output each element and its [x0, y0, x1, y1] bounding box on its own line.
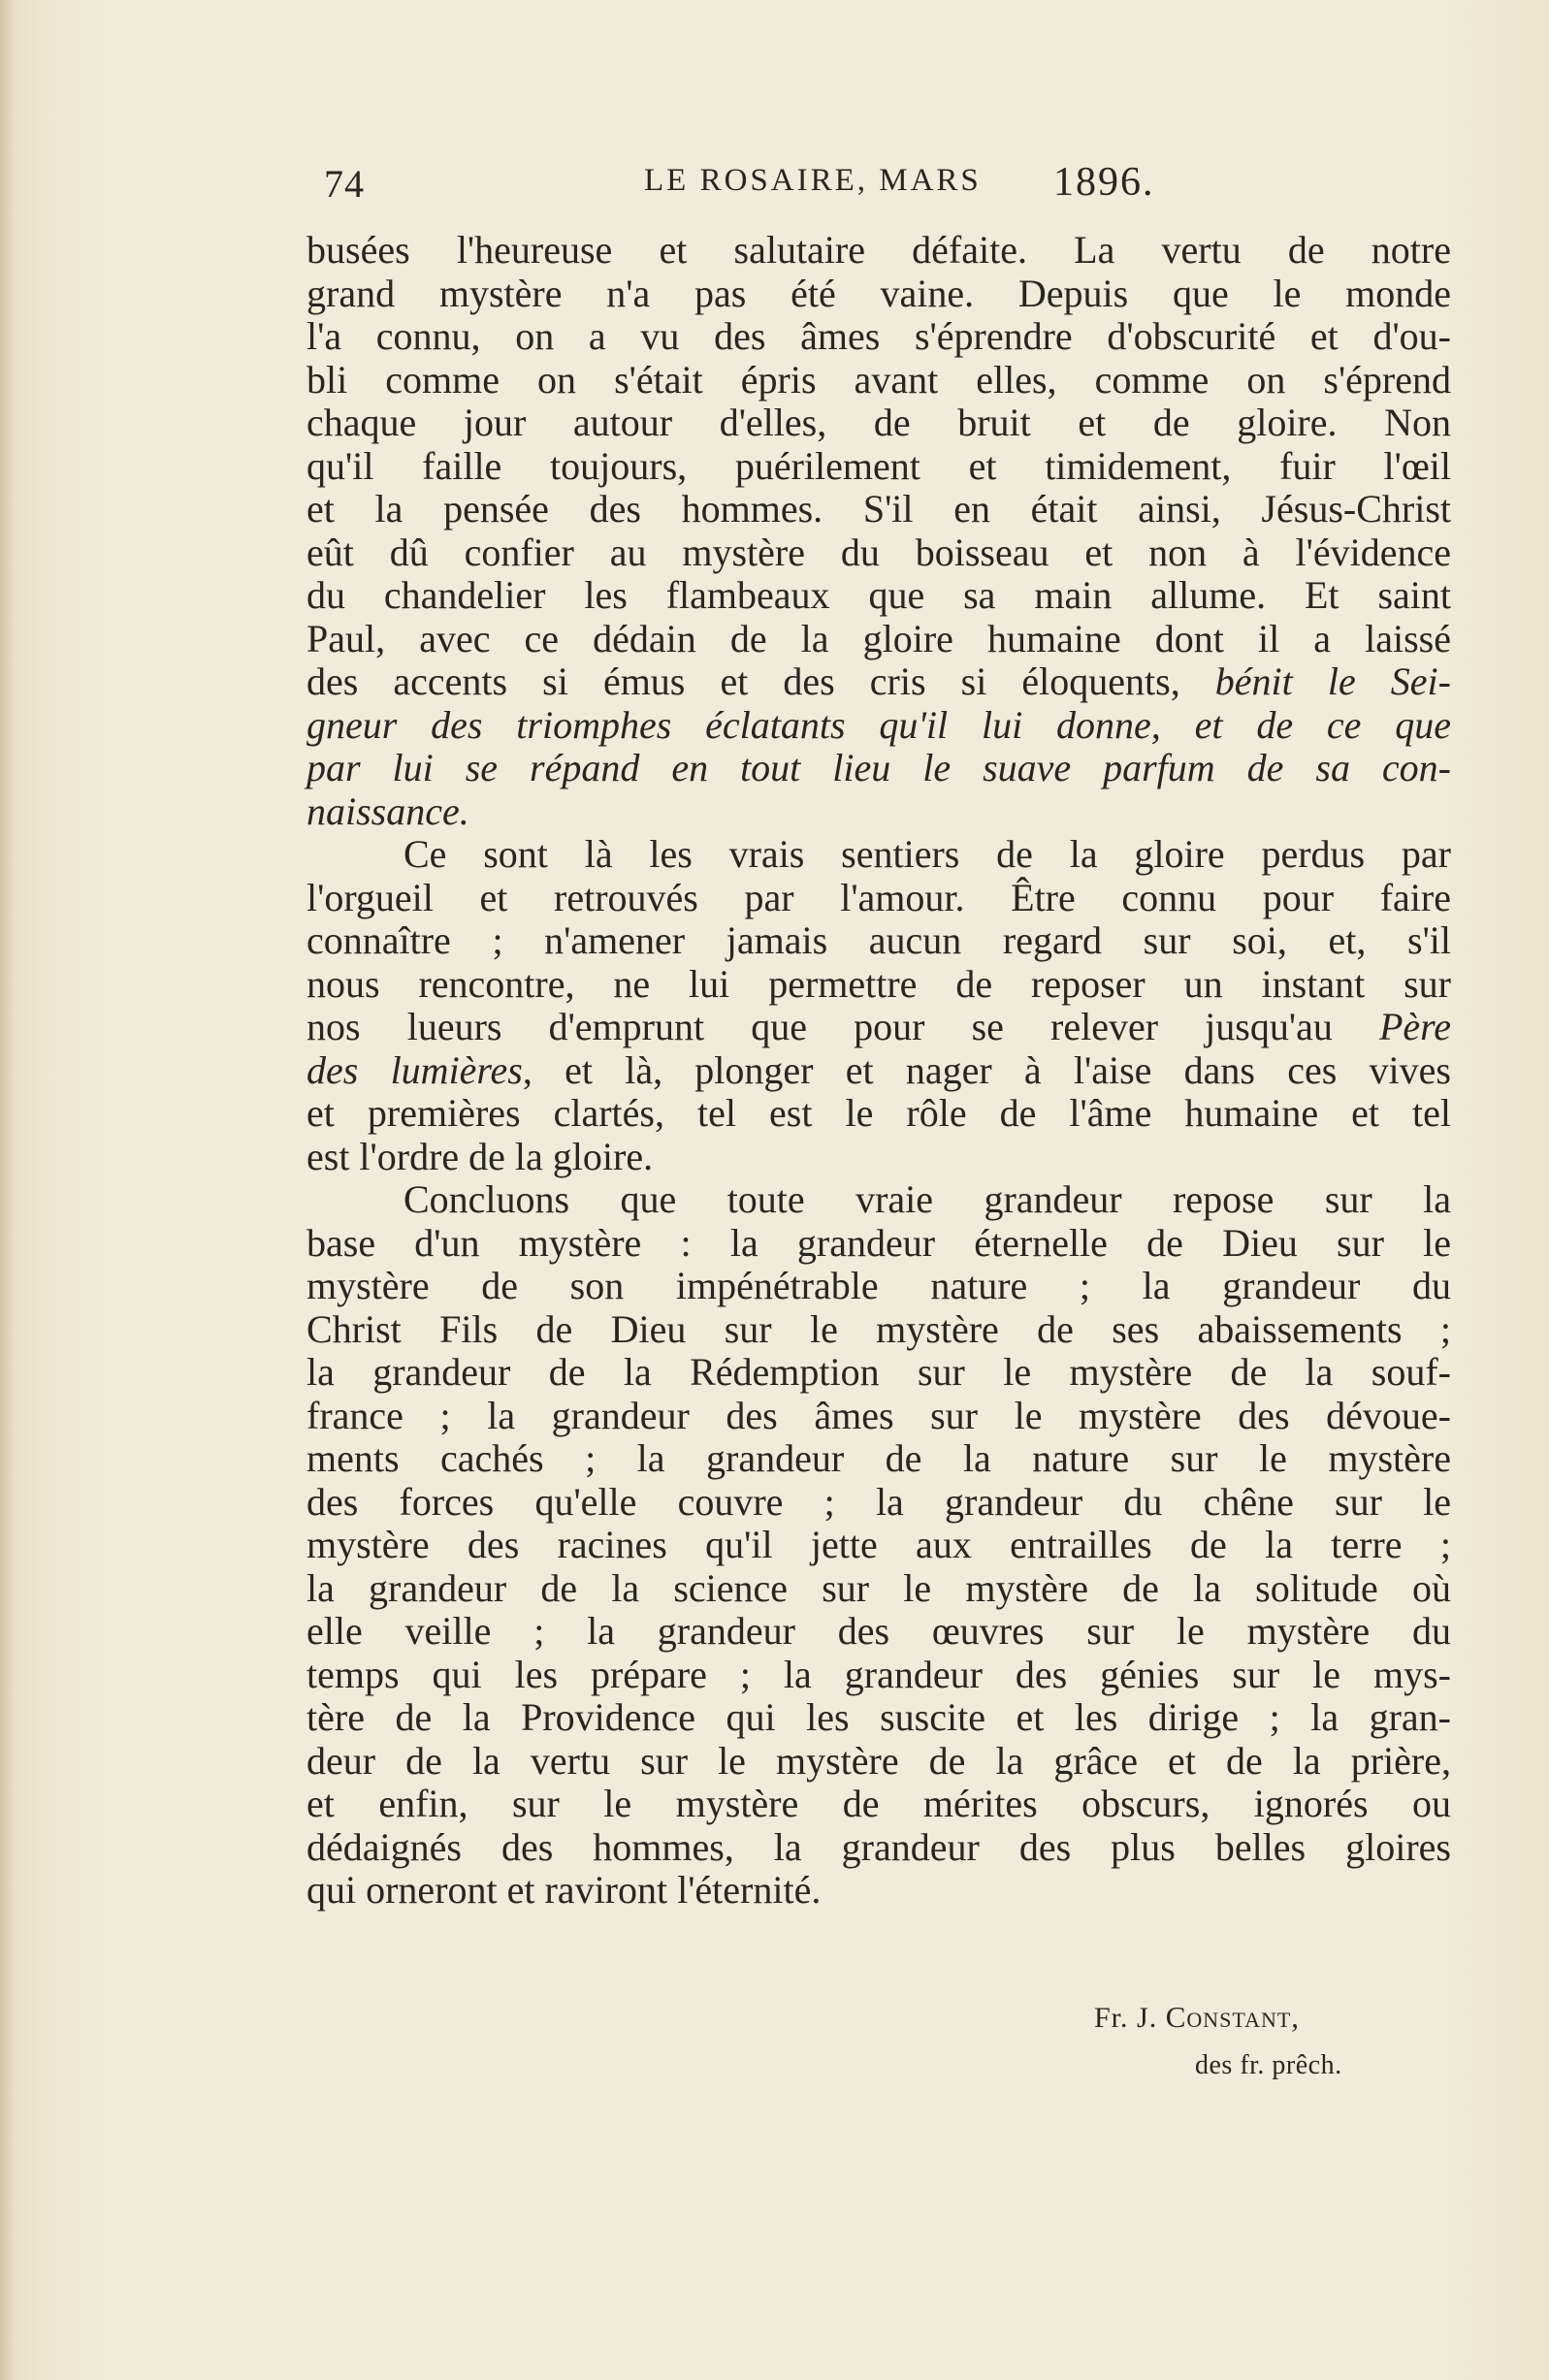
- italic-segment: bénit le Sei-: [1214, 659, 1451, 703]
- signature-prefix: Fr. J.: [1094, 2002, 1158, 2034]
- text-line: deur de la vertu sur le mystère de la grâce et de la prière,: [307, 1738, 1451, 1783]
- text-line: Ce sont là les vrais sentiers de la gloire perdus par: [403, 832, 1451, 876]
- text-line: l'a connu, on a vu des âmes s'éprendre d'obscurité et d'ou-: [307, 314, 1451, 358]
- text-line: grand mystère n'a pas été vaine. Depuis que le monde: [307, 271, 1451, 315]
- text-line: temps qui les prépare ; la grandeur des génies sur le mys-: [307, 1652, 1451, 1696]
- text-segment: , et là, plonger et nager à l'aise dans ces vives: [522, 1047, 1451, 1092]
- text-line: et premières clartés, tel est le rôle de l'âme humaine et tel: [307, 1091, 1451, 1135]
- text-line: des forces qu'elle couvre ; la grandeur du chêne sur le: [307, 1479, 1451, 1524]
- text-segment: nos lueurs d'emprunt que pour se relever jusqu'au: [307, 1005, 1379, 1048]
- text-line: du chandelier les flambeaux que sa main allume. Et saint: [307, 573, 1451, 617]
- italic-segment: des lumières: [307, 1047, 523, 1092]
- page-number: 74: [324, 162, 365, 206]
- text-line: est l'ordre de la gloire.: [307, 1134, 654, 1178]
- author-affiliation: des fr. prêch.: [1195, 2050, 1342, 2080]
- text-line: [307, 1006, 1451, 1049]
- text-line: Paul, avec ce dédain de la gloire humaine dont il a laissé: [307, 616, 1451, 660]
- author-signature: [1094, 2000, 1300, 2035]
- text-line: et enfin, sur le mystère de mérites obscurs, ignorés ou: [307, 1782, 1451, 1825]
- signature-name: Constant,: [1165, 2000, 1301, 2034]
- text-line: la grandeur de la Rédemption sur le mystère de la souf-: [307, 1350, 1451, 1394]
- text-line: france ; la grandeur des âmes sur le mystère des dévoue-: [307, 1393, 1451, 1437]
- text-line: mystère des racines qu'il jette aux entrailles de la terre ;: [307, 1523, 1451, 1566]
- text-line: la grandeur de la science sur le mystère de la solitude où: [307, 1565, 1451, 1610]
- italic-segment: Père: [1378, 1005, 1451, 1048]
- text-line: elle veille ; la grandeur des œuvres sur le mystère du: [307, 1609, 1451, 1653]
- text-line: mystère de son impénétrable nature ; la grandeur du: [307, 1264, 1451, 1307]
- running-title: LE ROSAIRE, MARS: [644, 163, 982, 198]
- page-binding-edge: [0, 0, 14, 2380]
- text-line: tère de la Providence qui les suscite et les dirige ; la gran-: [307, 1695, 1451, 1739]
- text-line: qui orneront et raviront l'éternité.: [307, 1868, 822, 1912]
- text-line: nous rencontre, ne lui permettre de reposer un instant sur: [307, 961, 1451, 1006]
- text-line: ments cachés ; la grandeur de la nature sur le mystère: [307, 1436, 1451, 1480]
- text-line: base d'un mystère : la grandeur éternelle de Dieu sur le: [307, 1220, 1451, 1265]
- body-text: [307, 229, 1451, 1913]
- text-line: bli comme on s'était épris avant elles, comme on s'éprend: [307, 357, 1451, 402]
- text-line: connaître ; n'amener jamais aucun regard sur soi, et, s'il: [307, 918, 1451, 962]
- text-line: [307, 1049, 1451, 1093]
- running-year: 1896.: [1053, 160, 1155, 205]
- text-line: dédaignés des hommes, la grandeur des plus belles gloires: [307, 1824, 1451, 1869]
- text-line: busées l'heureuse et salutaire défaite. La vertu de notre: [307, 228, 1451, 272]
- text-line: Christ Fils de Dieu sur le mystère de ses abaissements ;: [307, 1306, 1451, 1351]
- text-line: chaque jour autour d'elles, de bruit et de gloire. Non: [307, 401, 1451, 444]
- text-line: eût dû confier au mystère du boisseau et non à l'évidence: [307, 530, 1451, 574]
- text-line: et la pensée des hommes. S'il en était ainsi, Jésus-Christ: [307, 487, 1451, 531]
- text-line-italic: naissance.: [307, 788, 469, 833]
- text-line: qu'il faille toujours, puérilement et timidement, fuir l'œil: [307, 443, 1451, 488]
- text-segment: des accents si émus et des cris si éloquents,: [307, 659, 1215, 703]
- running-header: [324, 160, 1155, 219]
- text-line: Concluons que toute vraie grandeur repose sur la: [403, 1177, 1451, 1221]
- text-line: l'orgueil et retrouvés par l'amour. Être connu pour faire: [307, 875, 1451, 919]
- text-line: [307, 660, 1451, 704]
- text-line-italic: par lui se répand en tout lieu le suave parfum de sa con-: [307, 746, 1451, 789]
- text-line-italic: gneur des triomphes éclatants qu'il lui donne, et de ce que: [307, 702, 1451, 747]
